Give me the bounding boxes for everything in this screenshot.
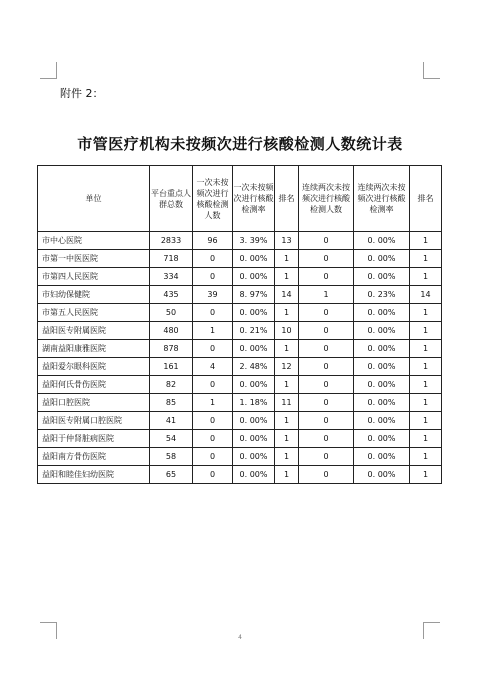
twice-count-cell: 0 — [299, 448, 354, 466]
once-rank-cell: 1 — [275, 376, 299, 394]
unit-name-cell: 益阳何氏骨伤医院 — [38, 376, 150, 394]
table-row — [38, 448, 442, 466]
twice-rate-cell: 0. 00% — [354, 376, 410, 394]
once-rate-cell: 1. 18% — [233, 394, 275, 412]
total-cell: 2833 — [150, 232, 193, 250]
twice-rank-cell: 1 — [410, 430, 442, 448]
once-count-cell: 96 — [193, 232, 233, 250]
column-header: 一次未按频次进行核酸检测率 — [233, 166, 275, 232]
unit-name-cell: 市第五人民医院 — [38, 304, 150, 322]
once-count-cell: 0 — [193, 430, 233, 448]
once-rank-cell: 1 — [275, 340, 299, 358]
once-rate-cell: 2. 48% — [233, 358, 275, 376]
column-header: 连续两次未按频次进行核酸检测人数 — [299, 166, 354, 232]
table-row — [38, 430, 442, 448]
table-row — [38, 304, 442, 322]
twice-count-cell: 0 — [299, 268, 354, 286]
once-rate-cell: 0. 00% — [233, 250, 275, 268]
twice-rank-cell: 1 — [410, 466, 442, 484]
twice-rate-cell: 0. 00% — [354, 268, 410, 286]
once-rate-cell: 0. 00% — [233, 268, 275, 286]
once-count-cell: 0 — [193, 376, 233, 394]
twice-rate-cell: 0. 00% — [354, 340, 410, 358]
twice-rank-cell: 1 — [410, 394, 442, 412]
crop-mark-top-right — [423, 78, 440, 79]
total-cell: 718 — [150, 250, 193, 268]
once-rate-cell: 0. 00% — [233, 430, 275, 448]
column-header: 排名 — [410, 166, 442, 232]
total-cell: 54 — [150, 430, 193, 448]
once-rank-cell: 1 — [275, 466, 299, 484]
total-cell: 50 — [150, 304, 193, 322]
once-rate-cell: 0. 00% — [233, 448, 275, 466]
once-rank-cell: 14 — [275, 286, 299, 304]
twice-count-cell: 0 — [299, 304, 354, 322]
unit-name-cell: 市第四人民医院 — [38, 268, 150, 286]
twice-count-cell: 0 — [299, 430, 354, 448]
page-title: 市管医疗机构未按频次进行核酸检测人数统计表 — [77, 135, 403, 153]
twice-count-cell: 0 — [299, 466, 354, 484]
twice-count-cell: 0 — [299, 340, 354, 358]
total-cell: 41 — [150, 412, 193, 430]
once-rank-cell: 12 — [275, 358, 299, 376]
once-count-cell: 1 — [193, 322, 233, 340]
table-header-row — [38, 166, 442, 232]
attachment-label: 附件 2： — [60, 87, 104, 100]
table-row — [38, 322, 442, 340]
total-cell: 161 — [150, 358, 193, 376]
twice-count-cell: 1 — [299, 286, 354, 304]
total-cell: 85 — [150, 394, 193, 412]
table-row — [38, 358, 442, 376]
table-row — [38, 232, 442, 250]
unit-name-cell: 湖南益阳康雅医院 — [38, 340, 150, 358]
once-rate-cell: 0. 00% — [233, 304, 275, 322]
twice-rate-cell: 0. 23% — [354, 286, 410, 304]
once-rate-cell: 0. 00% — [233, 466, 275, 484]
table-row — [38, 340, 442, 358]
twice-rate-cell: 0. 00% — [354, 250, 410, 268]
once-count-cell: 0 — [193, 412, 233, 430]
twice-rate-cell: 0. 00% — [354, 394, 410, 412]
column-header: 单位 — [38, 166, 150, 232]
twice-rate-cell: 0. 00% — [354, 412, 410, 430]
twice-rate-cell: 0. 00% — [354, 430, 410, 448]
twice-rate-cell: 0. 00% — [354, 466, 410, 484]
once-rate-cell: 0. 21% — [233, 322, 275, 340]
total-cell: 65 — [150, 466, 193, 484]
once-rank-cell: 1 — [275, 430, 299, 448]
once-rank-cell: 13 — [275, 232, 299, 250]
twice-rank-cell: 1 — [410, 412, 442, 430]
once-count-cell: 0 — [193, 340, 233, 358]
total-cell: 878 — [150, 340, 193, 358]
twice-count-cell: 0 — [299, 322, 354, 340]
once-rate-cell: 8. 97% — [233, 286, 275, 304]
twice-count-cell: 0 — [299, 358, 354, 376]
once-rate-cell: 0. 00% — [233, 376, 275, 394]
once-count-cell: 0 — [193, 250, 233, 268]
crop-mark-bottom-left — [40, 622, 57, 623]
unit-name-cell: 市中心医院 — [38, 232, 150, 250]
once-count-cell: 0 — [193, 448, 233, 466]
once-count-cell: 0 — [193, 466, 233, 484]
unit-name-cell: 益阳和睦佳妇幼医院 — [38, 466, 150, 484]
column-header: 连续两次未按频次进行核酸检测率 — [354, 166, 410, 232]
once-count-cell: 1 — [193, 394, 233, 412]
crop-mark-top-left — [56, 62, 57, 79]
total-cell: 435 — [150, 286, 193, 304]
unit-name-cell: 益阳南方骨伤医院 — [38, 448, 150, 466]
once-count-cell: 0 — [193, 268, 233, 286]
once-rank-cell: 1 — [275, 304, 299, 322]
total-cell: 82 — [150, 376, 193, 394]
column-header: 平台重点人群总数 — [150, 166, 193, 232]
column-header: 一次未按频次进行核酸检测人数 — [193, 166, 233, 232]
once-rate-cell: 3. 39% — [233, 232, 275, 250]
table-row — [38, 286, 442, 304]
twice-rate-cell: 0. 00% — [354, 322, 410, 340]
once-rate-cell: 0. 00% — [233, 412, 275, 430]
crop-mark-top-left — [40, 78, 57, 79]
total-cell: 58 — [150, 448, 193, 466]
crop-mark-bottom-right — [423, 622, 440, 623]
unit-name-cell: 益阳爱尔眼科医院 — [38, 358, 150, 376]
twice-rank-cell: 1 — [410, 358, 442, 376]
twice-rate-cell: 0. 00% — [354, 358, 410, 376]
once-rank-cell: 10 — [275, 322, 299, 340]
unit-name-cell: 市妇幼保健院 — [38, 286, 150, 304]
column-header: 排名 — [275, 166, 299, 232]
total-cell: 480 — [150, 322, 193, 340]
twice-count-cell: 0 — [299, 232, 354, 250]
twice-count-cell: 0 — [299, 412, 354, 430]
twice-rate-cell: 0. 00% — [354, 232, 410, 250]
unit-name-cell: 益阳口腔医院 — [38, 394, 150, 412]
statistics-table — [37, 165, 442, 484]
unit-name-cell: 益阳医专附属医院 — [38, 322, 150, 340]
twice-rank-cell: 1 — [410, 304, 442, 322]
once-count-cell: 4 — [193, 358, 233, 376]
once-rank-cell: 1 — [275, 412, 299, 430]
twice-rank-cell: 1 — [410, 250, 442, 268]
page-number: 4 — [238, 634, 242, 641]
table-row — [38, 376, 442, 394]
twice-rank-cell: 1 — [410, 340, 442, 358]
twice-rate-cell: 0. 00% — [354, 448, 410, 466]
once-count-cell: 0 — [193, 304, 233, 322]
unit-name-cell: 益阳医专附属口腔医院 — [38, 412, 150, 430]
once-rank-cell: 1 — [275, 448, 299, 466]
table-row — [38, 412, 442, 430]
once-rank-cell: 1 — [275, 250, 299, 268]
twice-count-cell: 0 — [299, 250, 354, 268]
table-row — [38, 394, 442, 412]
twice-rank-cell: 1 — [410, 268, 442, 286]
twice-rank-cell: 14 — [410, 286, 442, 304]
table-row — [38, 268, 442, 286]
unit-name-cell: 益阳于仲肾脏病医院 — [38, 430, 150, 448]
unit-name-cell: 市第一中医医院 — [38, 250, 150, 268]
total-cell: 334 — [150, 268, 193, 286]
twice-count-cell: 0 — [299, 376, 354, 394]
crop-mark-top-right — [423, 62, 424, 79]
once-rate-cell: 0. 00% — [233, 340, 275, 358]
once-count-cell: 39 — [193, 286, 233, 304]
once-rank-cell: 1 — [275, 268, 299, 286]
twice-rank-cell: 1 — [410, 448, 442, 466]
twice-rank-cell: 1 — [410, 376, 442, 394]
table-row — [38, 250, 442, 268]
once-rank-cell: 11 — [275, 394, 299, 412]
twice-rate-cell: 0. 00% — [354, 304, 410, 322]
twice-rank-cell: 1 — [410, 232, 442, 250]
twice-rank-cell: 1 — [410, 322, 442, 340]
table-row — [38, 466, 442, 484]
twice-count-cell: 0 — [299, 394, 354, 412]
